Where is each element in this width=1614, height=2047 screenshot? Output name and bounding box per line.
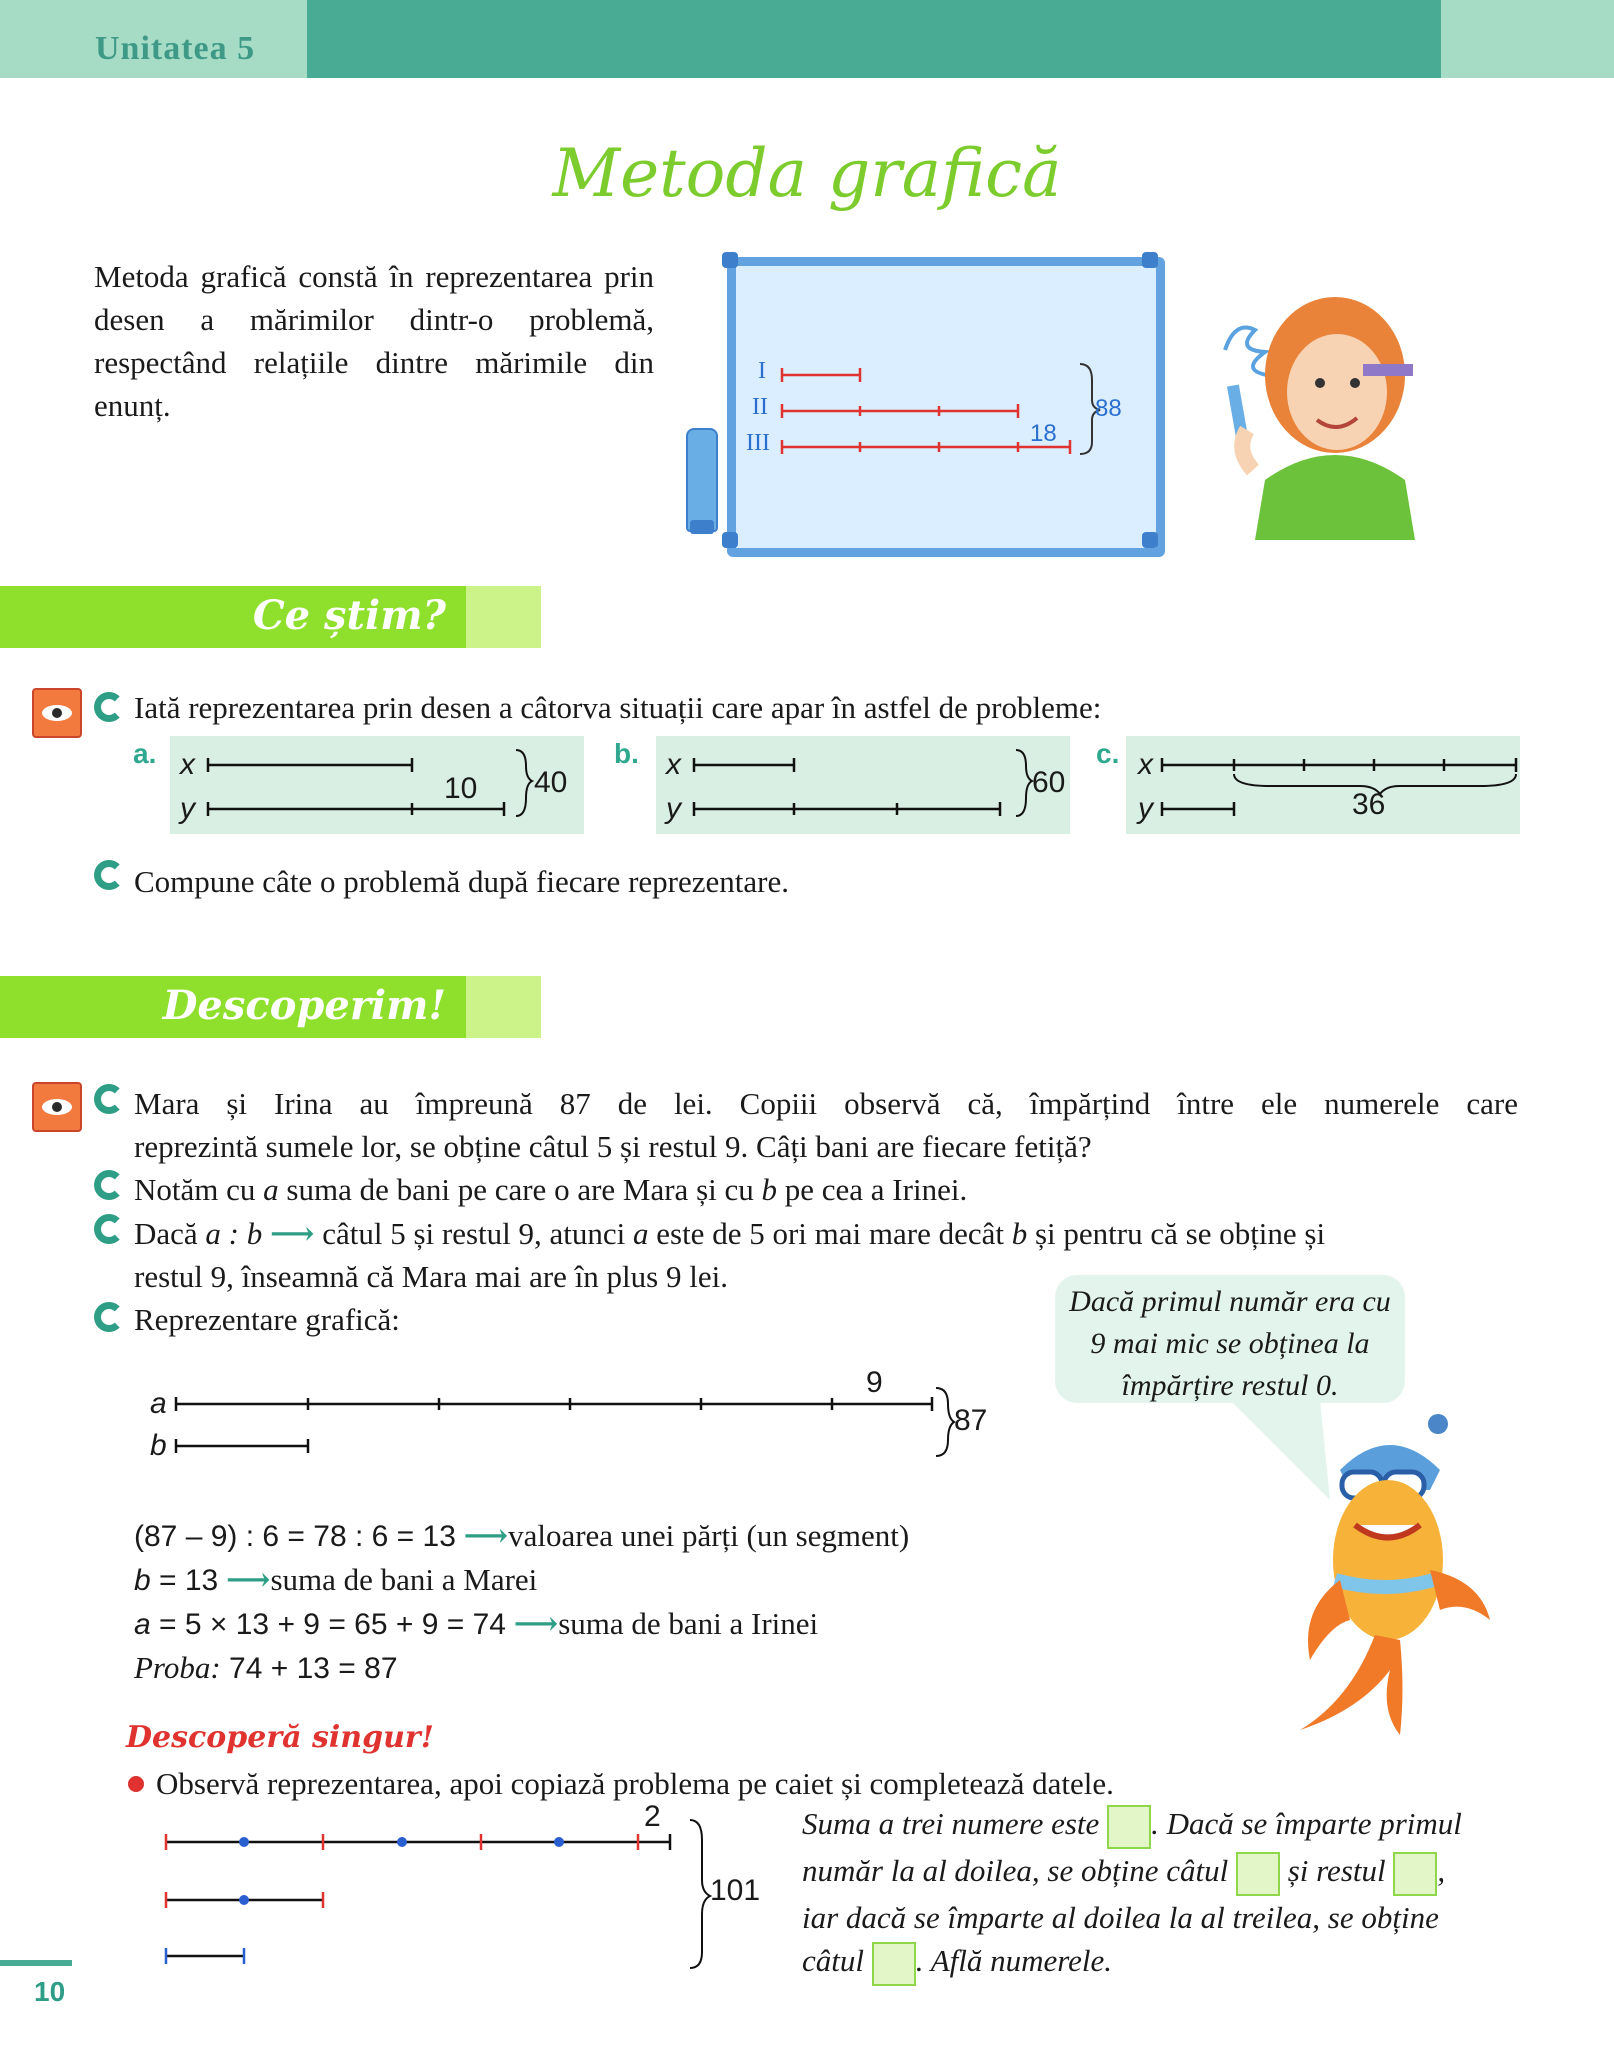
total-101: 101: [710, 1874, 761, 1907]
section-heading-ce-stim: Ce știm?: [252, 592, 446, 639]
proba-line: Proba: 74 + 13 = 87: [134, 1650, 398, 1685]
condition-line-2: restul 9, înseamnă că Mara mai are în plus 9 lei.: [134, 1259, 728, 1294]
bullet-icon: [94, 1214, 124, 1244]
board-extra: 18: [1030, 420, 1057, 447]
board-corner: [1142, 532, 1158, 548]
arrow-icon: ⟶: [262, 1216, 315, 1251]
eye-icon: [32, 1082, 82, 1132]
three-number-diagram: [150, 1810, 790, 1970]
extra-2: 2: [644, 1800, 661, 1833]
panel-a-x: x: [180, 748, 195, 781]
problem-line-2: reprezintă sumele lor, se obține câtul 5 și restul 9. Câți bani are fiecare fetiță?: [134, 1129, 1092, 1164]
notation-line: Notăm cu a suma de bani pe care o are Mara și cu b pe cea a Irinei.: [134, 1172, 968, 1207]
panel-label-b: b.: [614, 738, 639, 769]
header-band: [307, 0, 1441, 78]
bullet-icon: [94, 860, 124, 890]
panel-b-y: y: [666, 792, 681, 825]
bullet-icon: [94, 1302, 124, 1332]
blank-quotient2-box[interactable]: [872, 1942, 916, 1986]
bubble-text: Dacă primul număr era cu 9 mai mic se obținea la împărțire restul 0.: [1069, 1285, 1391, 1402]
problem-line-1: Mara și Irina au împreună 87 de lei. Copiii observă că, împărțind între ele numerele care: [134, 1086, 1518, 1121]
board-total: 88: [1095, 395, 1122, 422]
panel-b-total: 60: [1032, 766, 1066, 799]
panel-c-sum: 36: [1352, 788, 1386, 821]
header-band-right: [1441, 0, 1614, 78]
board-diagram: [740, 350, 1140, 470]
panel-b-x: x: [666, 748, 681, 781]
arrow-icon: ⟶: [455, 1518, 509, 1553]
red-bullet-icon: [128, 1776, 144, 1792]
descopera-task: Observă reprezentarea, apoi copiază problema pe caiet și completează datele.: [156, 1766, 1114, 1801]
panel-label-a: a.: [133, 738, 157, 769]
marker-cap: [690, 520, 714, 534]
panel-a-total: 40: [534, 766, 568, 799]
section-band-ce-stim-end: [466, 586, 541, 648]
bullet-icon: [94, 1084, 124, 1114]
board-corner: [1142, 252, 1158, 268]
bullet-icon: [94, 1170, 124, 1200]
section-heading-descoperim: Descoperim!: [162, 982, 446, 1029]
board-corner: [722, 252, 738, 268]
calc-line-1: (87 – 9) : 6 = 78 : 6 = 13 ⟶valoarea unei părți (un segment): [134, 1518, 910, 1553]
board-corner: [722, 532, 738, 548]
ce-stim-diagrams: [170, 736, 1530, 834]
descopera-problem: Suma a trei numere este . Dacă se împarte primul număr la al doilea, se obține câtul și restul , iar dacă se împarte al doilea la al treilea, se obține câtul . Află numerele.: [802, 1802, 1522, 1986]
arrow-icon: ⟶: [218, 1562, 271, 1597]
board-label-1: I: [758, 358, 766, 384]
board-label-3: III: [746, 430, 770, 456]
panel-c-x: x: [1138, 748, 1153, 781]
diagram-b-label: b: [150, 1429, 167, 1462]
page-number: 10: [34, 1976, 66, 2007]
eye-icon: [32, 688, 82, 738]
fish-illustration: [1280, 1410, 1510, 1740]
bullet-icon: [94, 692, 124, 722]
calc-line-3: a = 5 × 13 + 9 = 65 + 9 = 74 ⟶suma de bani a Irinei: [134, 1606, 819, 1641]
blank-quotient-box[interactable]: [1236, 1852, 1280, 1896]
calc-line-2: b = 13 ⟶suma de bani a Marei: [134, 1562, 538, 1597]
diagram-a-label: a: [150, 1387, 167, 1420]
ab-diagram: [160, 1370, 980, 1460]
ce-stim-intro: Iată reprezentarea prin desen a câtorva situații care apar în astfel de probleme:: [134, 690, 1102, 725]
panel-a-diff: 10: [444, 772, 478, 805]
blank-remainder-box[interactable]: [1393, 1852, 1437, 1896]
ce-stim-task: Compune câte o problemă după fiecare reprezentare.: [134, 864, 789, 899]
girl-illustration: [1195, 280, 1430, 540]
panel-a-y: y: [180, 792, 195, 825]
condition-line-1: Dacă a : b ⟶ câtul 5 și restul 9, atunci a este de 5 ori mai mare decât b și pentru că se obține și: [134, 1216, 1326, 1251]
page-title: Metoda grafică: [552, 135, 1062, 212]
panel-label-c: c.: [1096, 738, 1120, 769]
diagram-total: 87: [954, 1404, 988, 1437]
unit-label: Unitatea 5: [95, 30, 256, 67]
board-label-2: II: [752, 394, 768, 420]
marker-icon: [686, 428, 718, 532]
page-number-bar: [0, 1960, 72, 1966]
panel-c-y: y: [1138, 792, 1153, 825]
blank-sum-box[interactable]: [1107, 1805, 1151, 1849]
intro-paragraph: Metoda grafică constă în reprezentarea prin desen a mărimilor dintr-o problemă, respectând relațiile dintre mărimile din enunț.: [94, 259, 654, 423]
section-band-descoperim-end: [466, 976, 541, 1038]
diagram-extra: 9: [866, 1366, 883, 1399]
descopera-heading: Descoperă singur!: [126, 1720, 434, 1755]
arrow-icon: ⟶: [506, 1606, 559, 1641]
repr-label: Reprezentare grafică:: [134, 1302, 400, 1337]
